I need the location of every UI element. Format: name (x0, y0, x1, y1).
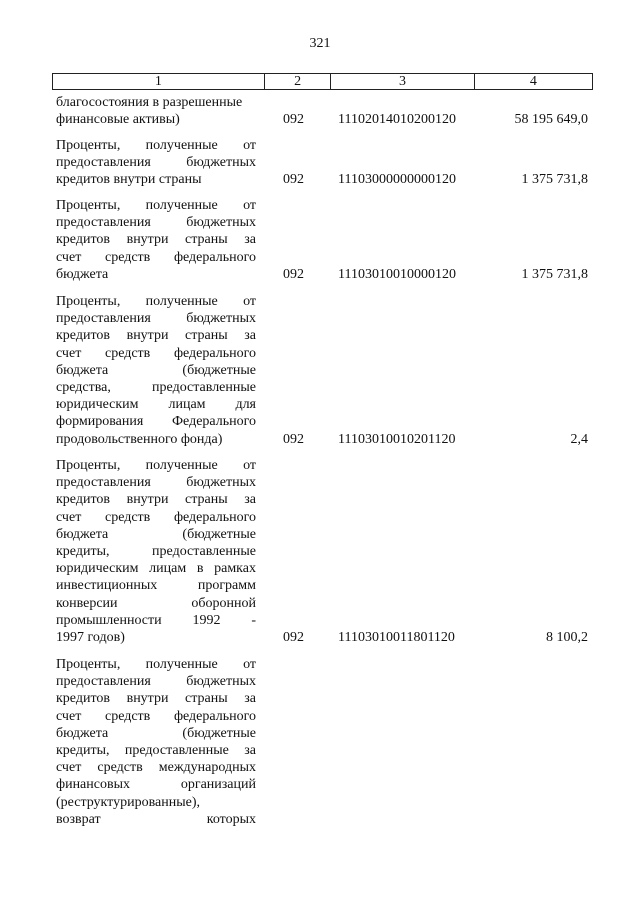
description-line: счет средств федерального (56, 249, 256, 265)
description-line: конверсии оборонной (56, 595, 256, 611)
description-line: счет средств федерального (56, 509, 256, 525)
amount: 58 195 649,0 (514, 112, 588, 127)
row-description (56, 293, 256, 448)
description-line: бюджета (бюджетные (56, 725, 256, 741)
kbk-code: 11103010010201120 (338, 432, 456, 447)
description-line: предоставления бюджетных (56, 475, 256, 491)
description-line: Проценты, полученные от (56, 138, 256, 153)
description-line: инвестиционных программ (56, 578, 256, 594)
description-line: юридическим лицам в рамках (56, 561, 256, 577)
admin-code: 092 (283, 267, 304, 282)
description-line: предоставления бюджетных (56, 215, 256, 231)
description-line: кредиты, предоставленные (56, 544, 256, 560)
admin-code: 092 (283, 630, 304, 645)
description-line: предоставления бюджетных (56, 155, 256, 171)
amount: 2,4 (570, 432, 588, 447)
kbk-code: 11102014010200120 (338, 112, 456, 127)
description-line: счет средств международных (56, 760, 256, 776)
description-line: счет средств федерального (56, 708, 256, 724)
description-line: Проценты, полученные от (56, 198, 256, 213)
description-line: кредитов внутри страны (56, 172, 202, 188)
description-line: 1997 годов) (56, 630, 125, 646)
column-header-3: 3 (331, 74, 474, 89)
description-line: возврат которых (56, 811, 256, 827)
kbk-code: 11103010011801120 (338, 630, 455, 645)
amount: 1 375 731,8 (521, 267, 588, 282)
description-line: предоставления бюджетных (56, 674, 256, 690)
description-line: юридическим лицам для (56, 397, 256, 413)
description-line: кредиты, предоставленные за (56, 743, 256, 759)
page-number: 321 (309, 36, 331, 51)
column-header-2: 2 (265, 74, 332, 89)
amount: 8 100,2 (546, 630, 588, 645)
column-header-1: 1 (53, 74, 265, 89)
description-line: бюджета (бюджетные (56, 362, 256, 378)
description-line: финансовых организаций (56, 777, 256, 793)
admin-code: 092 (283, 172, 304, 187)
description-line: продовольственного фонда) (56, 431, 223, 447)
description-line: бюджета (56, 266, 109, 282)
admin-code: 092 (283, 432, 304, 447)
description-line: финансовые активы) (56, 112, 180, 128)
description-line: кредитов внутри страны за (56, 492, 256, 508)
column-header-4: 4 (529, 73, 537, 89)
description-line: Проценты, полученные от (56, 294, 256, 309)
row-description (56, 656, 256, 828)
description-line: средства, предоставленные (56, 380, 256, 396)
description-line: Проценты, полученные от (56, 458, 256, 473)
description-line: кредитов внутри страны за (56, 232, 256, 248)
description-line: благосостояния в разрешенные (56, 95, 243, 110)
description-line: кредитов внутри страны за (56, 691, 256, 707)
description-line: формирования Федерального (56, 414, 256, 430)
row-description (56, 94, 256, 128)
kbk-code: 11103010010000120 (338, 267, 456, 282)
description-line: бюджета (бюджетные (56, 526, 256, 542)
description-line: Проценты, полученные от (56, 657, 256, 672)
row-description (56, 457, 256, 646)
description-line: кредитов внутри страны за (56, 328, 256, 344)
amount: 1 375 731,8 (521, 172, 588, 187)
description-line: счет средств федерального (56, 345, 256, 361)
admin-code: 092 (283, 112, 304, 127)
description-line: предоставления бюджетных (56, 311, 256, 327)
description-line: промышленности 1992 - (56, 612, 256, 628)
description-line: (реструктурированные), (56, 794, 200, 810)
row-description (56, 137, 256, 189)
kbk-code: 11103000000000120 (338, 172, 456, 187)
row-description (56, 197, 256, 283)
table-column-header (52, 73, 593, 90)
